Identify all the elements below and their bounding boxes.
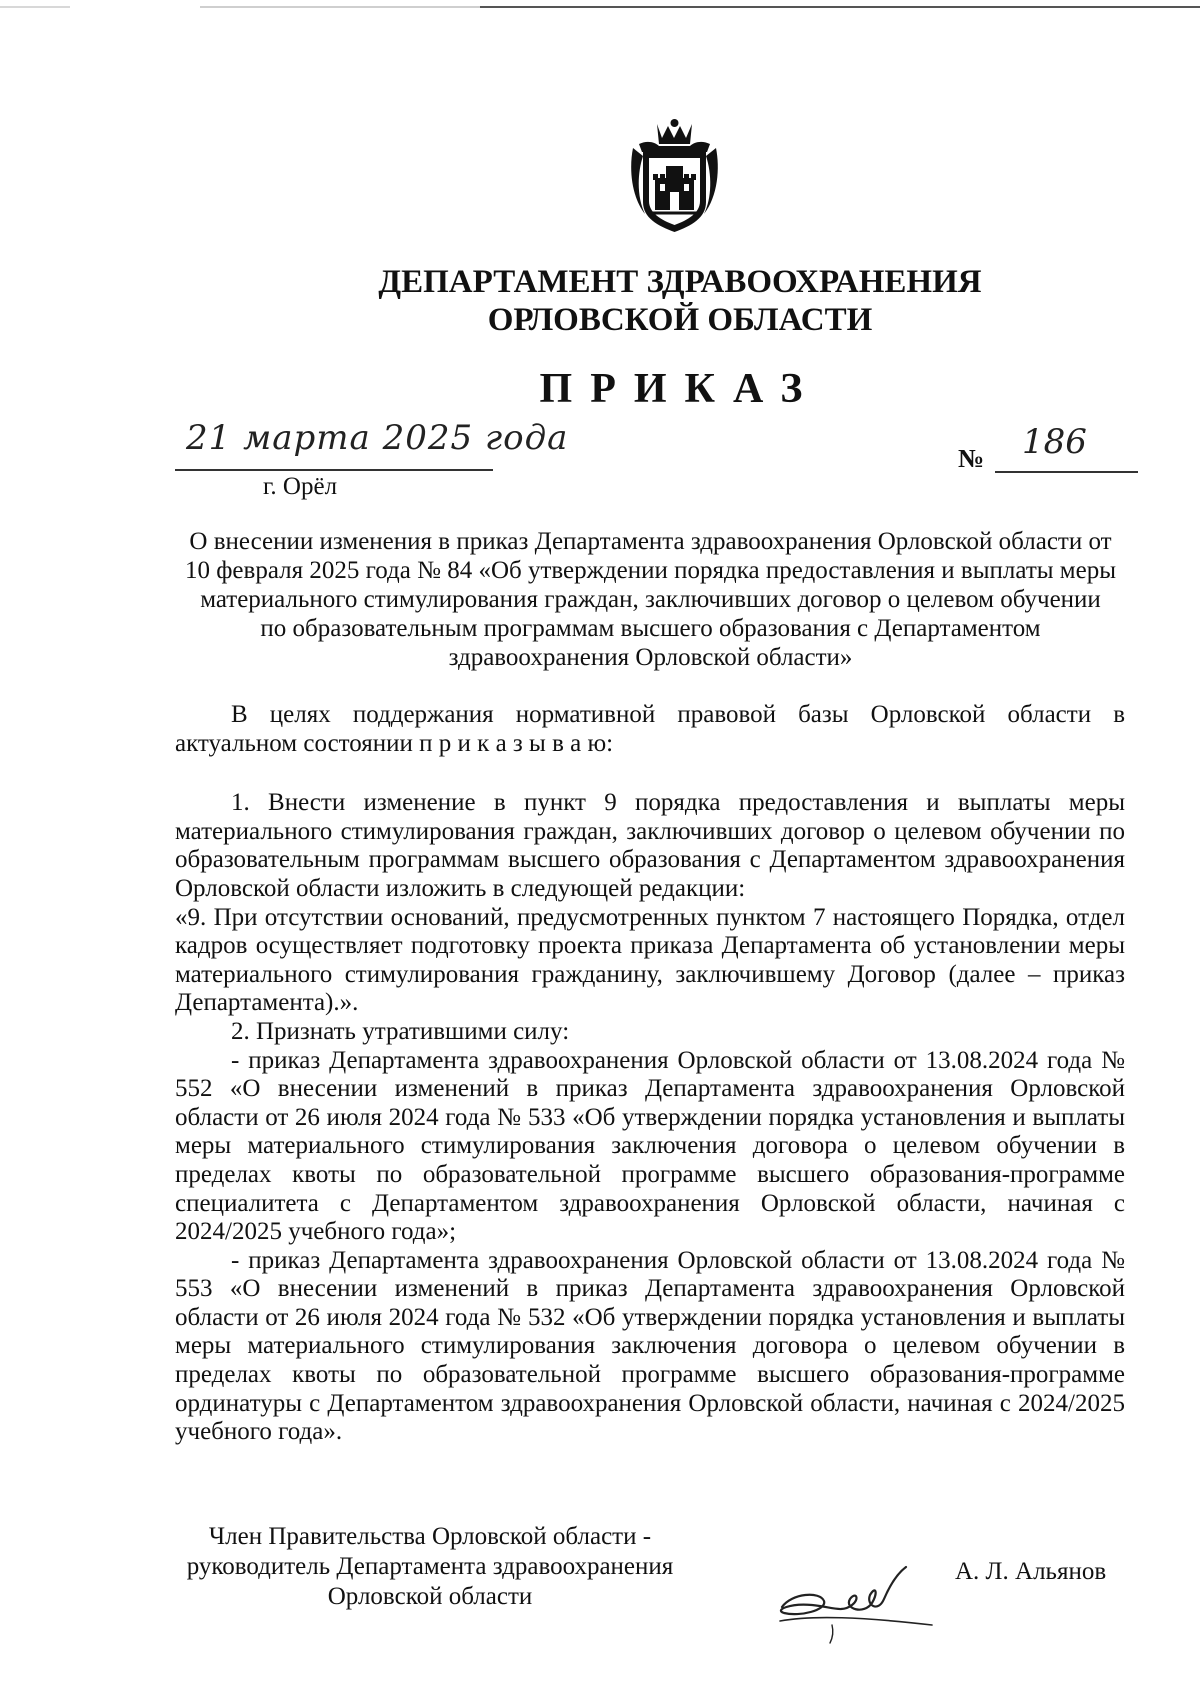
department-title-line1: ДЕПАРТАМЕНТ ЗДРАВООХРАНЕНИЯ [378, 264, 982, 300]
item-2b-paragraph: - приказ Департамента здравоохранения Орловской области от 13.08.2024 года № 553 «О внесении изменений в приказ Департамента здравоохранения Орловской области от 26 июля 2024 года № 532 «Об утверждении порядка установления и выплаты меры материального стимулирования заключения договора о целевом обучении в пределах квоты по образовательной программе высшего образования-программе ординатуры с Департаментом здравоохранения Орловской области, начиная с 2024/2025 учебного года». [175, 1246, 1125, 1446]
subject-line: здравоохранения Орловской области» [448, 644, 853, 671]
scan-edge-line [0, 6, 1200, 8]
item-1-quote-paragraph: «9. При отсутствии оснований, предусмотренных пунктом 7 настоящего Порядка, отдел кадров осуществляет подготовку проекта приказа Департамента об установлении меры материального стимулирования гражданину, заключившему Договор (далее – приказ Департамента).». [175, 903, 1125, 1017]
signer-title-line1: Член Правительства Орловской области - [208, 1523, 652, 1550]
date-underline [175, 469, 493, 471]
department-title [300, 263, 1060, 339]
order-subject [178, 527, 1123, 672]
coat-of-arms-emblem [627, 118, 722, 236]
order-body [175, 701, 1125, 1447]
preamble-paragraph: В целях поддержания нормативной правовой базы Орловской области в актуальном состоянии п р и к а з ы в а ю: [175, 701, 1125, 757]
subject-line: по образовательным программам высшего образования с Департаментом [260, 615, 1041, 642]
subject-line: О внесении изменения в приказ Департамента здравоохранения Орловской области от [189, 528, 1112, 555]
document-type-heading: ПРИКАЗ [539, 366, 821, 412]
handwritten-date: 21 марта 2025 года [186, 418, 569, 458]
signer-name: А. Л. Альянов [955, 1558, 1107, 1585]
handwritten-signature [772, 1555, 937, 1650]
item-2a-paragraph: - приказ Департамента здравоохранения Орловской области от 13.08.2024 года № 552 «О внесении изменений в приказ Департамента здравоохранения Орловской области от 26 июля 2024 года № 533 «Об утверждении порядка установления и выплаты меры материального стимулирования заключения договора о целевом обучении в пределах квоты по образовательной программе высшего образования-программе специалитета с Департаментом здравоохранения Орловской области, начиная с 2024/2025 учебного года»; [175, 1046, 1125, 1246]
item-2-paragraph: 2. Признать утратившими силу: [231, 1017, 570, 1045]
handwritten-number: 186 [1022, 422, 1087, 462]
signer-title-line2: руководитель Департамента здравоохранения [186, 1553, 674, 1580]
number-underline [995, 471, 1138, 473]
number-label: № [958, 444, 985, 473]
city-label: г. Орёл [263, 473, 338, 500]
item-1-paragraph: 1. Внести изменение в пункт 9 порядка предоставления и выплаты меры материального стимулирования граждан, заключивших договор о целевом обучении по образовательным программам высшего образования с Департаментом здравоохранения Орловской области изложить в следующей редакции: [175, 789, 1125, 902]
signer-title-line3: Орловской области [327, 1583, 533, 1610]
department-title-line2: ОРЛОВСКОЙ ОБЛАСТИ [487, 302, 873, 338]
subject-line: материального стимулирования граждан, заключивших договор о целевом обучении [200, 586, 1101, 613]
subject-line: 10 февраля 2025 года № 84 «Об утверждении порядка предоставления и выплаты меры [184, 557, 1117, 584]
signer-title [175, 1522, 685, 1612]
